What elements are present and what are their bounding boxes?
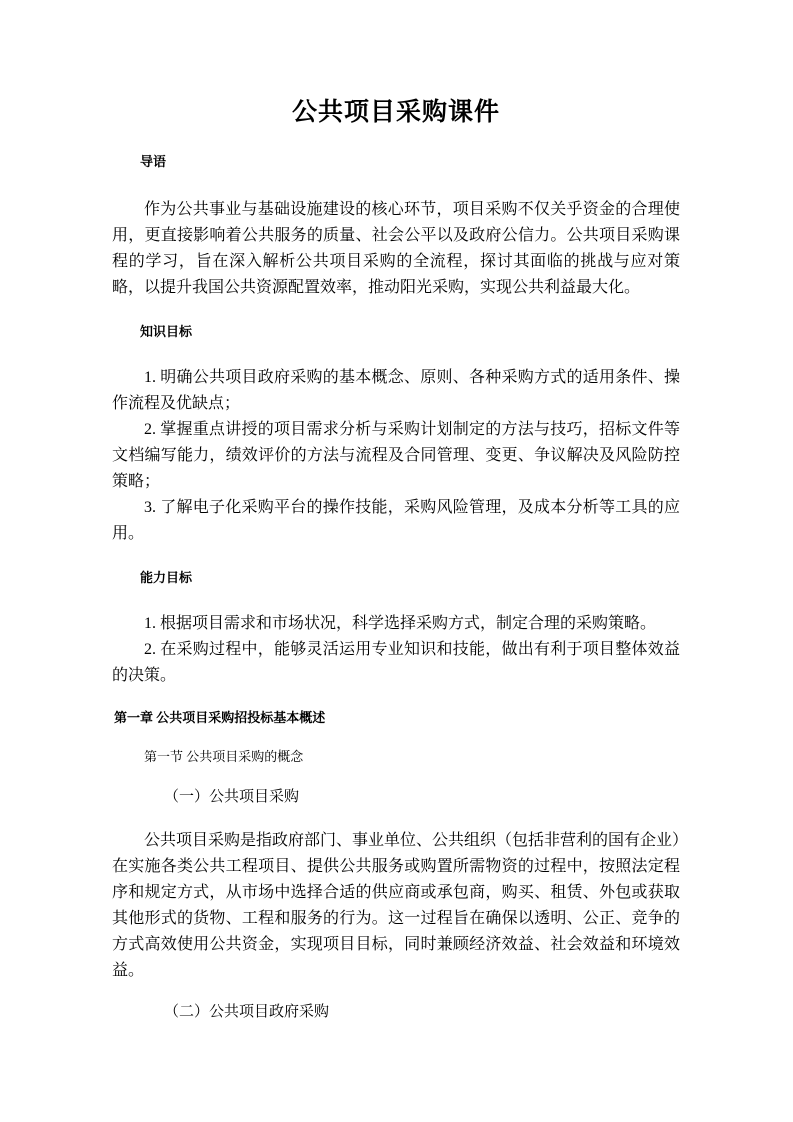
ability-goal-item-2: 2. 在采购过程中，能够灵活运用专业知识和技能，做出有利于项目整体效益的决策。 — [112, 641, 680, 684]
ability-goals-heading: 能力目标 — [140, 570, 193, 585]
subsection-2-heading: （二）公共项目政府采购 — [164, 1004, 330, 1020]
knowledge-goal-item-3: 3. 了解电子化采购平台的操作技能，采购风险管理，及成本分析等工具的应用。 — [112, 499, 680, 542]
chapter-1-heading: 第一章 公共项目采购招投标基本概述 — [114, 710, 326, 725]
chapter-1-section-1-heading: 第一节 公共项目采购的概念 — [144, 749, 304, 764]
knowledge-goals-heading: 知识目标 — [140, 324, 193, 339]
ability-goal-item-1: 1. 根据项目需求和市场状况，科学选择采购方式，制定合理的采购策略。 — [144, 615, 657, 632]
intro-paragraph: 作为公共事业与基础设施建设的核心环节，项目采购不仅关乎资金的合理使用，更直接影响着公共服务的质量、社会公平以及政府公信力。公共项目采购课程的学习，旨在深入解析公共项目采购的全流程，探讨其面临的挑战与应对策略，以提升我国公共资源配置效率，推动阳光采购，实现公共利益最大化。 — [112, 201, 680, 296]
document-title: 公共项目采购课件 — [291, 99, 500, 126]
subsection-1-heading: （一）公共项目采购 — [164, 789, 300, 805]
intro-heading: 导语 — [140, 154, 167, 169]
knowledge-goal-item-1: 1. 明确公共项目政府采购的基本概念、原则、各种采购方式的适用条件、操作流程及优缺点； — [112, 369, 680, 412]
knowledge-goal-item-2: 2. 掌握重点讲授的项目需求分析与采购计划制定的方法与技巧，招标文件等文档编写能力，绩效评价的方法与流程及合同管理、变更、争议解决及风险防控策略； — [112, 421, 680, 490]
subsection-1-paragraph: 公共项目采购是指政府部门、事业单位、公共组织（包括非营利的国有企业）在实施各类公共工程项目、提供公共服务或购置所需物资的过程中，按照法定程序和规定方式，从市场中选择合适的供应商或承包商，购买、租赁、外包或获取其他形式的货物、工程和服务的行为。这一过程旨在确保以透明、公正、竞争的方式高效使用公共资金，实现项目目标，同时兼顾经济效益、社会效益和环境效益。 — [112, 832, 681, 979]
